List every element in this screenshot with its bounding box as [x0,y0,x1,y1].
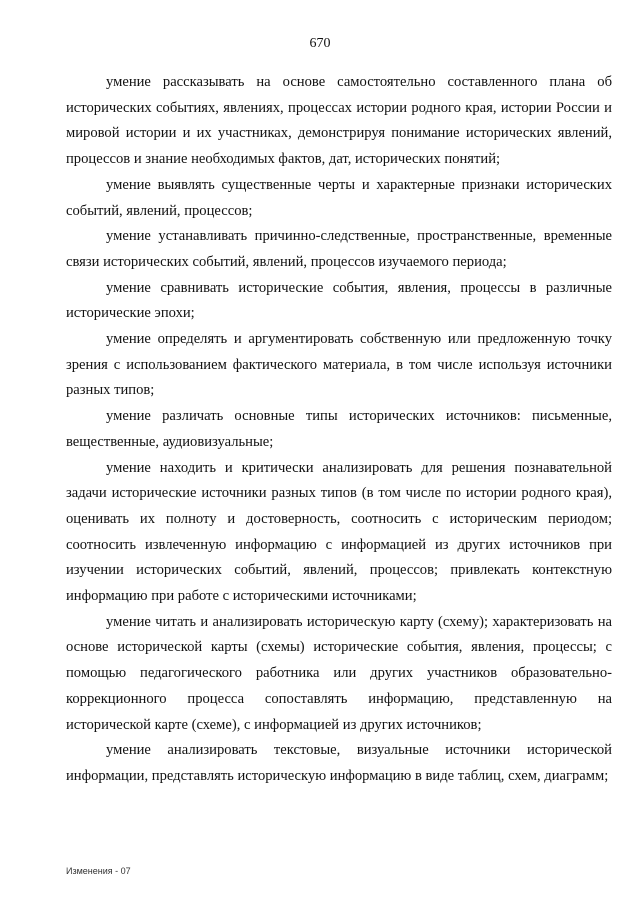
paragraph: умение рассказывать на основе самостоятельно составленного плана об исторических событиях, явлениях, процессах истории родного края, истории России и мировой истории и их участниках, демонстрируя понимание исторических явлений, процессов и знание необходимых фактов, дат, исторических понятий; [66,74,612,168]
paragraph: умение различать основные типы исторических источников: письменные, вещественные, аудиовизуальные; [66,408,612,450]
paragraph: умение находить и критически анализировать для решения познавательной задачи исторические источники разных типов (в том числе по истории родного края), оценивать их полноту и достоверность, соотносить с историческим периодом; соотносить извлеченную информацию с информацией из других источников при изучении исторических событий, явлений, процессов; привлекать контекстную информацию при работе с историческими источниками; [66,459,612,605]
paragraph: умение сравнивать исторические события, явления, процессы в различные исторические эпохи; [66,279,612,322]
paragraph: умение анализировать текстовые, визуальные источники исторической информации, представлять историческую информацию в виде таблиц, схем, диаграмм; [66,742,612,784]
paragraph: умение устанавливать причинно-следственные, пространственные, временные связи исторических событий, явлений, процессов изучаемого периода; [66,228,612,270]
paragraph: умение читать и анализировать историческую карту (схему); характеризовать на основе исторической карты (схемы) исторические события, явления, процессы; с помощью педагогического работника или других участников образовательно-коррекционного процесса сопоставлять информацию, представленную на исторической карте (схеме), с информацией из других источников; [66,613,612,733]
paragraph: умение определять и аргументировать собственную или предложенную точку зрения с использованием фактического материала, в том числе используя источники разных типов; [66,331,612,399]
page-number: 670 [309,36,331,51]
body-text [66,70,612,790]
paragraph: умение выявлять существенные черты и характерные признаки исторических событий, явлений, процессов; [66,176,612,219]
footer-revision-note: Изменения - 07 [66,866,131,876]
